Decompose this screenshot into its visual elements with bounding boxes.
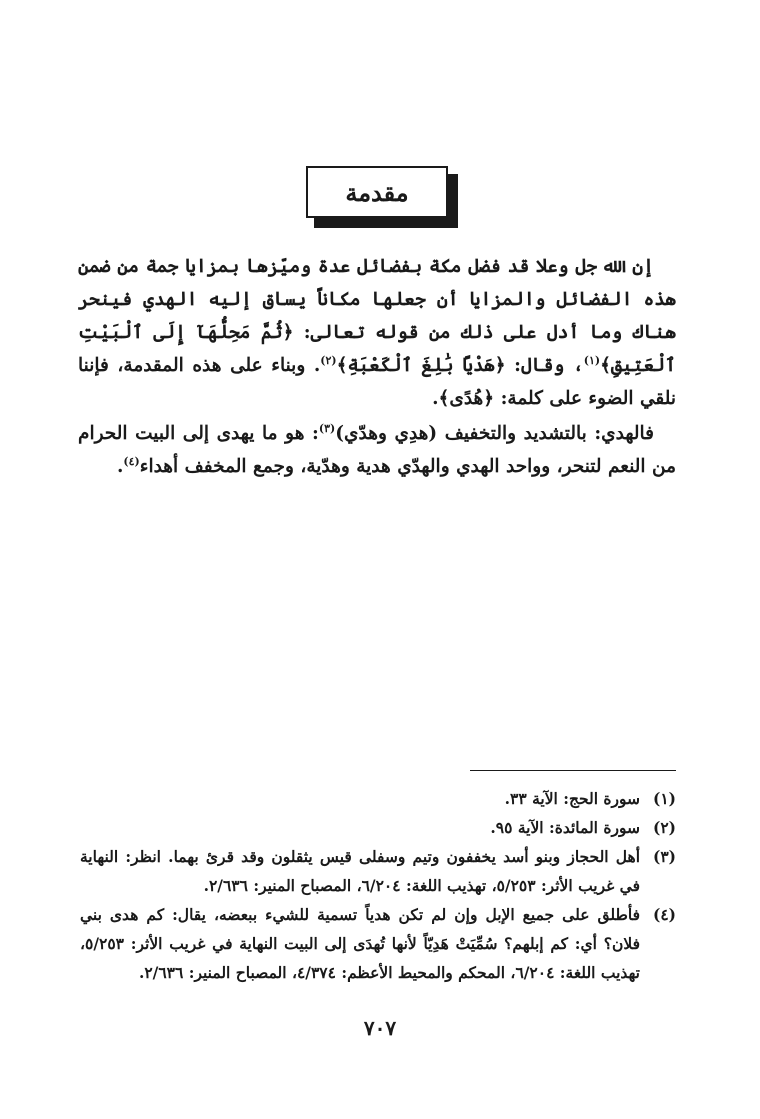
footnote-ref: (٢) (320, 353, 337, 367)
footnote-text: أهل الحجاز وبنو أسد يخففون وتيم وسفلى قيس يثقلون وقد قرئ بهما. انظر: النهاية في غريب الأثر: ٥/٢٥٣، تهذيب اللغة: ٦/٢٠٤، المصباح المنير: ٢/٦٣٦. (80, 847, 640, 895)
paragraph-text: فالهدي: بالتشديد والتخفيف (هدِي وهدّي) (335, 423, 654, 444)
footnotes (80, 784, 676, 987)
paragraph-text: . وبناء على هذه المقدمة، فإننا نلقي الضوء على كلمة: ﴿هُدًى﴾. (78, 355, 676, 409)
footnote-text: سورة الحج: الآية ٣٣. (504, 789, 640, 808)
paragraph-text: . (116, 456, 124, 477)
footnote-number: (١) (652, 789, 676, 808)
paragraph-intro (78, 250, 676, 415)
footnote-text: فأطلق على جميع الإبل وإن لم تكن هدياً تسمية للشيء ببعضه، يقال: كم هدى بني فلان؟ أي: كم إبلهم؟ سُمِّيَتْ هَدِيّاً لأنها تُهدَى إلى البيت النهاية في غريب الأثر: ٥/٢٥٣، تهذيب اللغة: ٦/٢٠٤، المحكم والمحيط الأعظم: ٤/٣٧٤، المصباح المنير: ٢/٦٣٦. (80, 905, 640, 982)
page-title: مقدمة (306, 166, 448, 218)
title-frame (306, 166, 458, 228)
footnote-number: (٤) (652, 905, 676, 924)
footnote-ref: (٣) (318, 421, 336, 435)
paragraph-text: إن الله جل وعلا قد فضل مكة بفضائل عدة وميّزها بمزايا جمة من ضمن هذه الفضائل والمزايا أن جعلها مكاناً يساق إليه الهدي فينحر هناك وما أدل على ذلك من قوله تعالى: ﴿ثُمَّ مَحِلُّهَآ إِلَى ٱلْبَيْتِ ٱلْعَتِيقِ﴾ (78, 256, 676, 376)
footnote-ref: (١) (583, 353, 601, 367)
paragraph-text: : هو ما يهدى إلى البيت الحرام من النعم لتنحر، وواحد الهدي والهدّي هدية وهدّية، وجمع المخفف أهداء (78, 423, 676, 477)
page-number: ٧٠٧ (363, 1016, 397, 1040)
paragraph-text: ، وقال: ﴿هَدْيًا بَٰلِغَ ٱلْكَعْبَةِ﴾ (336, 355, 584, 376)
footnote-item (80, 813, 676, 842)
footnote-item (80, 900, 676, 987)
footnote-text: سورة المائدة: الآية ٩٥. (490, 818, 640, 837)
body-text (78, 250, 676, 483)
footnote-item (80, 842, 676, 900)
footnote-item (80, 784, 676, 813)
footnote-number: (٣) (652, 847, 676, 866)
footnote-divider (470, 770, 676, 771)
footnote-ref: (٤) (123, 454, 140, 468)
footnote-number: (٢) (652, 818, 676, 837)
paragraph-definition (78, 417, 676, 483)
